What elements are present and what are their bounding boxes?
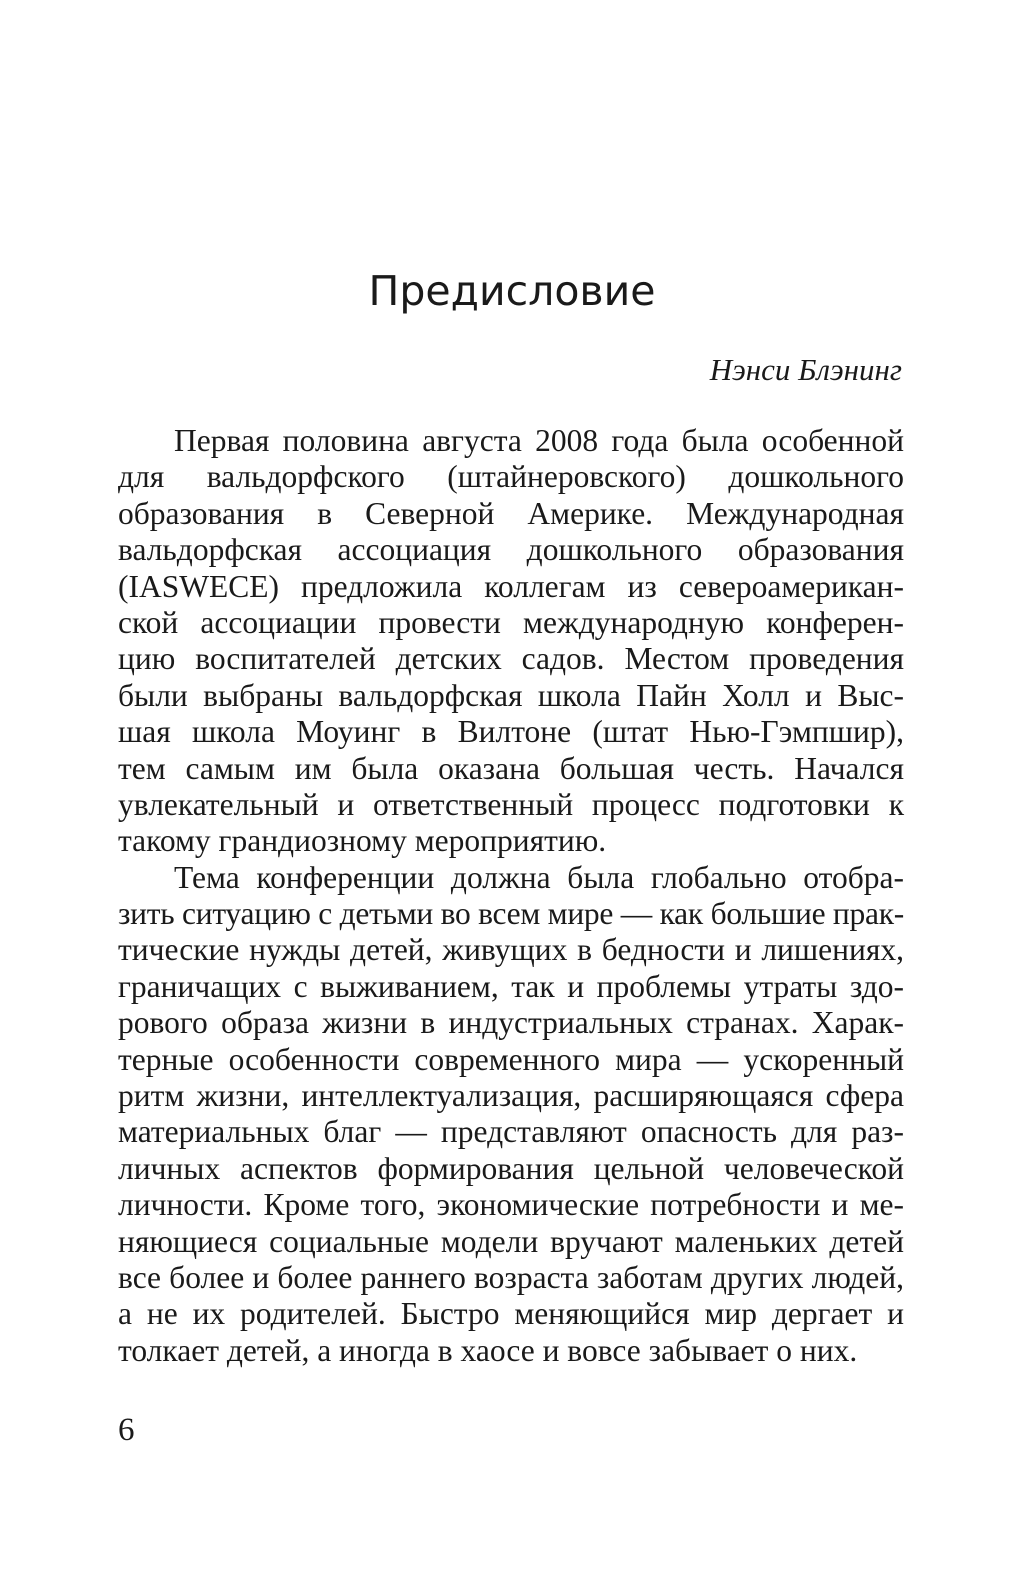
- author-name: Нэнси Блэнинг: [709, 352, 902, 387]
- text-line: тем самым им была оказана большая честь. Начался: [118, 750, 904, 786]
- text-line: Первая половина августа 2008 года была особенной: [174, 423, 904, 458]
- text-line: образования в Северной Америке. Международная: [118, 495, 904, 531]
- text-line: увлекательный и ответственный процесс подготовки к: [118, 786, 904, 822]
- text-line: все более и более раннего возраста заботам других людей,: [118, 1259, 904, 1295]
- text-line: рового образа жизни в индустриальных странах. Харак-: [118, 1005, 904, 1041]
- text-line: ской ассоциации провести международную конферен-: [118, 604, 904, 640]
- text-line: шая школа Моуинг в Вилтоне (штат Нью-Гэмпшир),: [118, 714, 904, 750]
- text-line: (IASWECE) предложила коллегам из североамерикан-: [118, 568, 904, 604]
- text-line: цию воспитателей детских садов. Местом проведения: [118, 641, 904, 677]
- text-line: няющиеся социальные модели вручают маленьких детей: [118, 1223, 904, 1259]
- text-line: вальдорфская ассоциация дошкольного образования: [118, 532, 904, 568]
- paragraph: [118, 423, 904, 860]
- text-line: личности. Кроме того, экономические потребности и ме-: [118, 1187, 904, 1223]
- text-line: Тема конференции должна была глобально отобра-: [174, 859, 904, 895]
- text-line: зить ситуацию с детьми во всем мире — как большие прак-: [118, 896, 904, 932]
- text-line: ритм жизни, интеллектуализация, расширяющаяся сфера: [118, 1078, 904, 1114]
- page-title: Предисловие: [368, 267, 656, 315]
- text-line: были выбраны вальдорфская школа Пайн Холл и Выс-: [118, 677, 904, 713]
- paragraph: [118, 860, 904, 1369]
- text-line: такому грандиозному мероприятию.: [118, 823, 607, 859]
- page-number: 6: [118, 1412, 135, 1448]
- text-line: личных аспектов формирования цельной человеческой: [118, 1150, 904, 1186]
- text-line: материальных благ — представляют опасность для раз-: [118, 1114, 904, 1150]
- text-line: терные особенности современного мира — ускоренный: [118, 1041, 904, 1077]
- text-line: тические нужды детей, живущих в бедности и лишениях,: [118, 932, 904, 968]
- text-line: граничащих с выживанием, так и проблемы утраты здо-: [118, 968, 904, 1004]
- text-line: толкает детей, а иногда в хаосе и вовсе забывает о них.: [118, 1332, 858, 1368]
- text-line: а не их родителей. Быстро меняющийся мир дергает и: [118, 1296, 904, 1332]
- text-line: для вальдорфского (штайнеровского) дошкольного: [118, 459, 904, 495]
- body-text: [118, 423, 904, 1369]
